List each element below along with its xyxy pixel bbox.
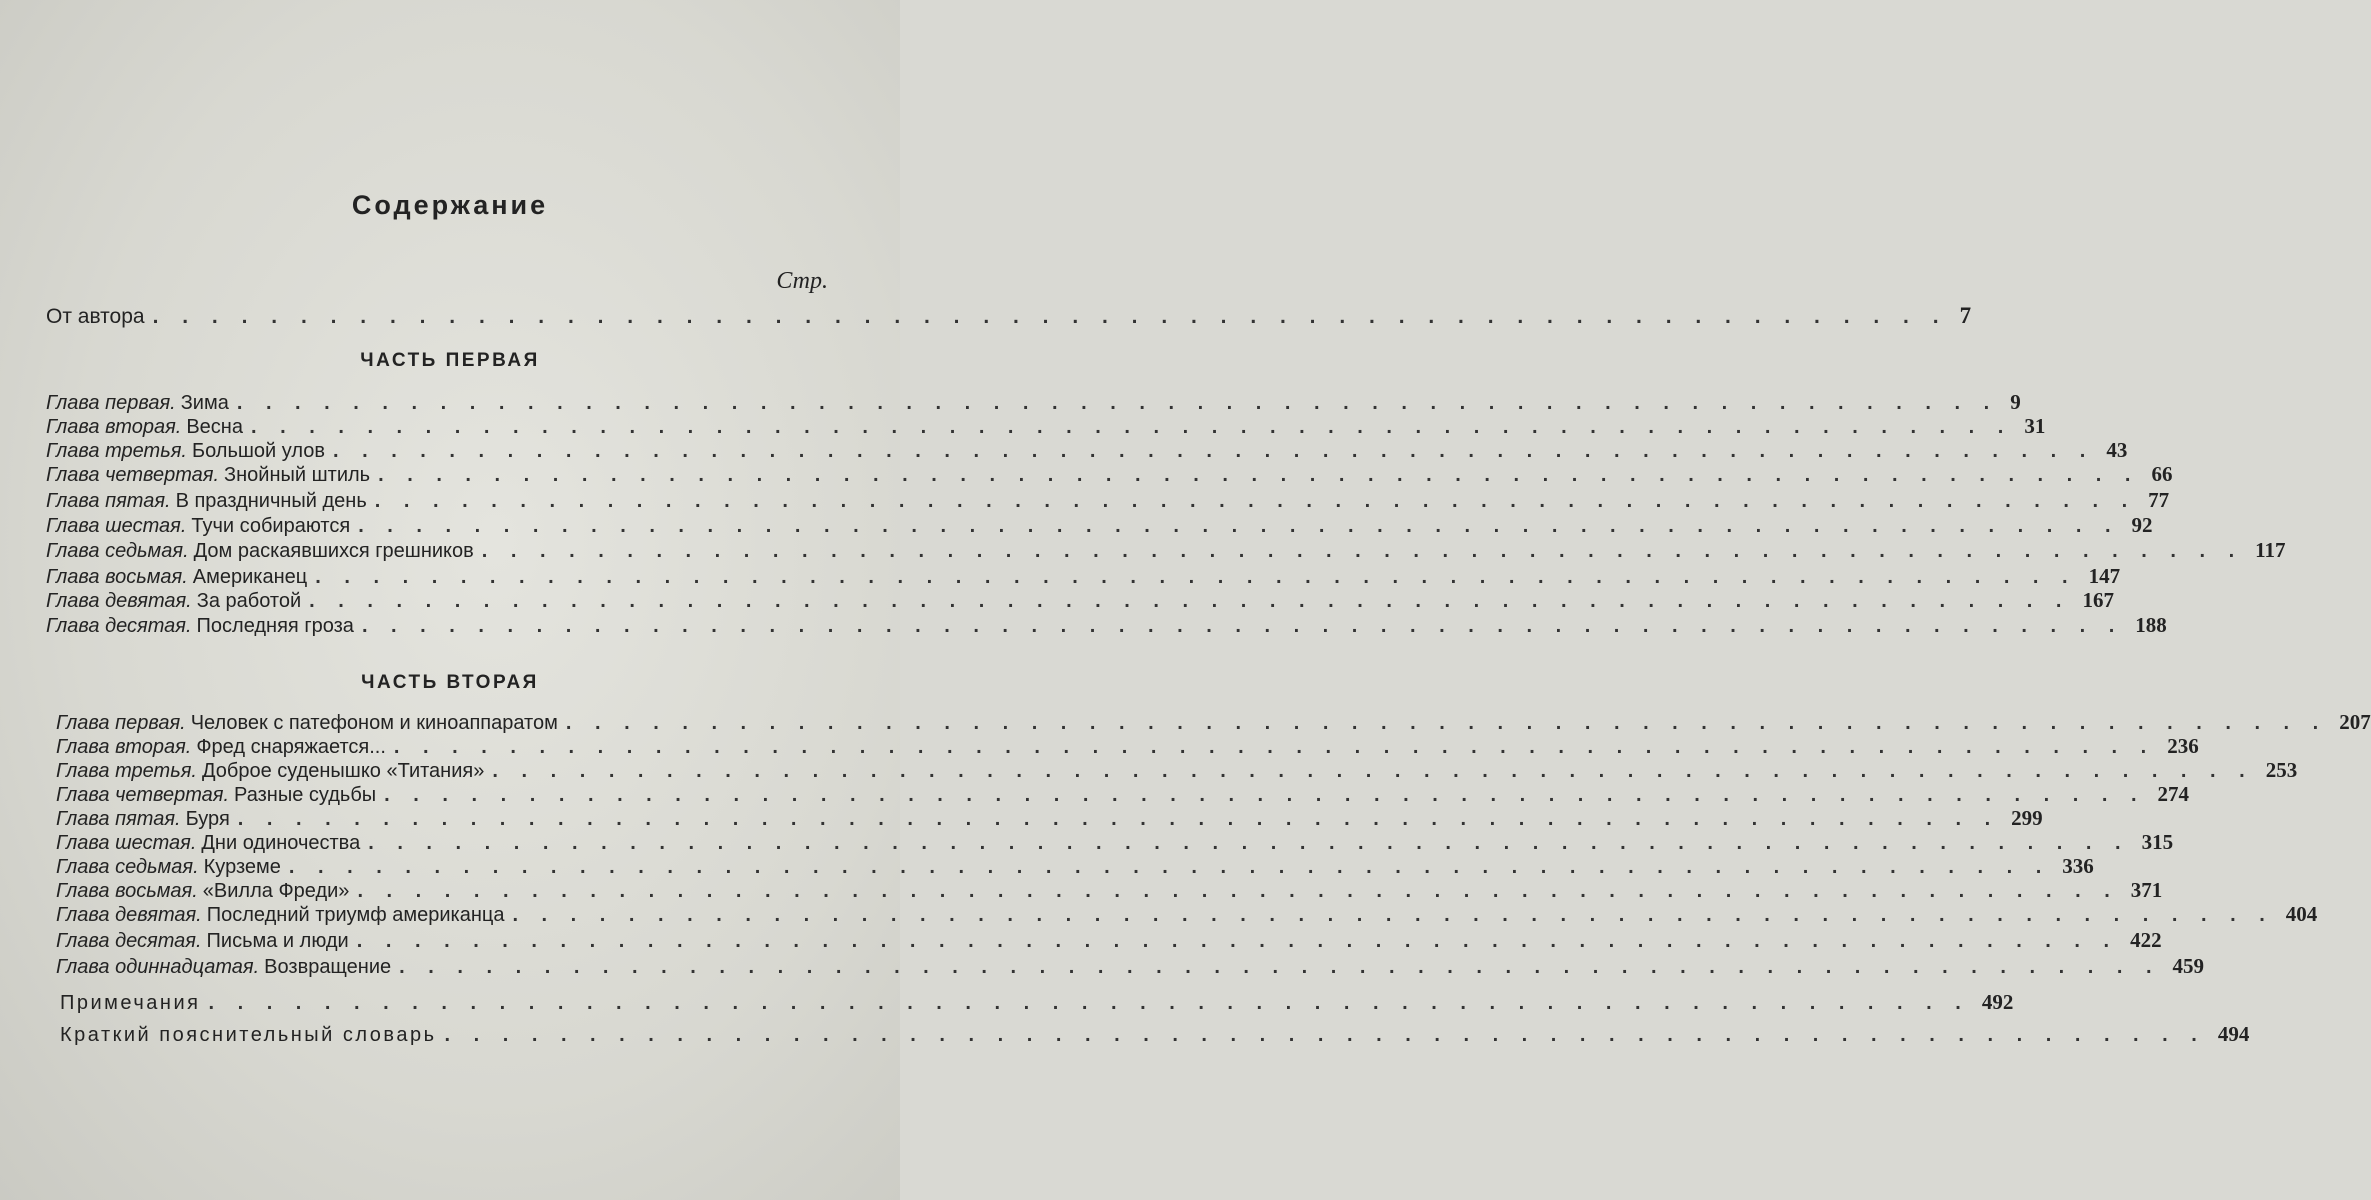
chapter-page: 31 — [2024, 414, 2046, 438]
dot-leader: . . . . . . . . . . . . . . . . . . . . . . . . . . . . . . . . . . . . . . . . . . . . . . . . . . . . . . . . . . . . . — [492, 760, 2254, 782]
dot-leader: . . . . . . . . . . . . . . . . . . . . . . . . . . . . . . . . . . . . . . . . . . . . . . . . . . . . . . . . . . . . . — [358, 515, 2120, 537]
glossary-page: 494 — [2217, 1022, 2250, 1046]
page-column-label: Стр. — [776, 268, 828, 294]
chapter-page: 167 — [2082, 588, 2114, 612]
toc-entry-part2-ch11[interactable] — [56, 954, 2204, 980]
dot-leader: . . . . . . . . . . . . . . . . . . . . . . . . . . . . . . . . . . . . . . . . . . . . . . . . . . . . . . . . . . . . . — [399, 956, 2161, 978]
toc-entry-part1-ch7[interactable] — [46, 538, 2286, 564]
dot-leader: . . . . . . . . . . . . . . . . . . . . . . . . . . . . . . . . . . . . . . . . . . . . . . . . . . . . . . . . . . . . . — [237, 808, 2000, 830]
chapter-title: Дни одиночества — [201, 832, 361, 854]
foreword-page: 7 — [1959, 303, 1972, 328]
chapter-label: Глава пятая. — [56, 808, 181, 830]
toc-entry-part1-ch4[interactable] — [46, 462, 2173, 488]
chapter-label: Глава первая. — [46, 392, 176, 414]
part1-title: ЧАСТЬ ПЕРВАЯ — [360, 350, 540, 371]
chapter-label: Глава десятая. — [46, 615, 192, 637]
dot-leader: . . . . . . . . . . . . . . . . . . . . . . . . . . . . . . . . . . . . . . . . . . . . . . . . . . . . . . . . . . . . . — [250, 416, 2013, 438]
dot-leader: . . . . . . . . . . . . . . . . . . . . . . . . . . . . . . . . . . . . . . . . . . . . . . . . . . . . . . . . . . . . . — [236, 392, 1999, 414]
dot-leader: . . . . . . . . . . . . . . . . . . . . . . . . . . . . . . . . . . . . . . . . . . . . . . . . . . . . . . . . . . . . . — [384, 784, 2146, 806]
chapter-title: Последняя гроза — [196, 615, 354, 637]
chapter-title: Зима — [180, 392, 229, 414]
chapter-page: 299 — [2011, 806, 2043, 830]
chapter-label: Глава одиннадцатая. — [56, 956, 260, 978]
toc-entry-part1-ch3[interactable] — [46, 438, 2128, 464]
toc-entry-part1-ch10[interactable] — [46, 613, 2167, 639]
chapter-page: 315 — [2141, 830, 2174, 854]
chapter-label: Глава седьмая. — [46, 540, 189, 562]
chapter-page: 371 — [2130, 878, 2163, 902]
contents-heading: Содержание — [351, 190, 549, 220]
toc-entry-part1-ch1[interactable] — [46, 390, 2021, 416]
dot-leader: . . . . . . . . . . . . . . . . . . . . . . . . . . . . . . . . . . . . . . . . . . . . . . . . . . . . . . . . . . . . . — [374, 490, 2137, 512]
foreword-entry[interactable] — [46, 303, 1972, 329]
chapter-page: 336 — [2062, 854, 2094, 878]
chapter-page: 9 — [2010, 390, 2021, 414]
chapter-label: Глава восьмая. — [46, 566, 188, 588]
toc-entry-part1-ch6[interactable] — [46, 513, 2153, 539]
chapter-title: Возвращение — [264, 956, 392, 978]
chapter-label: Глава третья. — [56, 760, 197, 782]
notes-title: Примечания — [60, 992, 201, 1014]
toc-entry-part2-ch5[interactable] — [56, 806, 2043, 832]
toc-entry-part2-ch9[interactable] — [56, 902, 2318, 928]
chapter-title: Американец — [192, 566, 308, 588]
toc-entry-part2-ch6[interactable] — [56, 830, 2174, 856]
chapter-page: 404 — [2285, 902, 2318, 926]
dot-leader: . . . . . . . . . . . . . . . . . . . . . . . . . . . . . . . . . . . . . . . . . . . . . . . . . . . . . . . . . . . . . — [208, 992, 1970, 1014]
toc-entry-part2-ch10[interactable] — [56, 928, 2162, 954]
chapter-title: Доброе суденышко «Титания» — [201, 760, 485, 782]
chapter-label: Глава девятая. — [46, 590, 192, 612]
chapter-label: Глава девятая. — [56, 904, 202, 926]
chapter-page: 66 — [2151, 462, 2173, 486]
dot-leader: . . . . . . . . . . . . . . . . . . . . . . . . . . . . . . . . . . . . . . . . . . . . . . . . . . . . . . . . . . . . . — [361, 615, 2124, 637]
chapter-label: Глава вторая. — [56, 736, 192, 758]
dot-leader: . . . . . . . . . . . . . . . . . . . . . . . . . . . . . . . . . . . . . . . . . . . . . . . . . . . . . . . . . . . . . — [288, 856, 2051, 878]
toc-entry-part2-ch1[interactable] — [56, 710, 2371, 736]
chapter-title: В праздничный день — [175, 490, 367, 512]
dot-leader: . . . . . . . . . . . . . . . . . . . . . . . . . . . . . . . . . . . . . . . . . . . . . . . . . . . . . . . . . . . . . — [378, 464, 2140, 486]
chapter-label: Глава шестая. — [56, 832, 197, 854]
chapter-title: Человек с патефоном и киноаппаратом — [190, 712, 558, 734]
dot-leader: . . . . . . . . . . . . . . . . . . . . . . . . . . . . . . . . . . . . . . . . . . . . . . . . . . . . . . . . . . . . . — [152, 305, 1948, 328]
chapter-label: Глава седьмая. — [56, 856, 199, 878]
chapter-page: 43 — [2106, 438, 2128, 462]
chapter-title: Большой улов — [191, 440, 325, 462]
chapter-label: Глава первая. — [56, 712, 186, 734]
chapter-label: Глава четвертая. — [46, 464, 220, 486]
chapter-title: Курземе — [203, 856, 281, 878]
dot-leader: . . . . . . . . . . . . . . . . . . . . . . . . . . . . . . . . . . . . . . . . . . . . . . . . . . . . . . . . . . . . . — [512, 904, 2274, 926]
toc-entry-glossary[interactable] — [60, 1022, 2250, 1048]
chapter-label: Глава десятая. — [56, 930, 202, 952]
dot-leader: . . . . . . . . . . . . . . . . . . . . . . . . . . . . . . . . . . . . . . . . . . . . . . . . . . . . . . . . . . . . . — [356, 930, 2119, 952]
chapter-label: Глава восьмая. — [56, 880, 198, 902]
toc-entry-part1-ch5[interactable] — [46, 488, 2170, 514]
dot-leader: . . . . . . . . . . . . . . . . . . . . . . . . . . . . . . . . . . . . . . . . . . . . . . . . . . . . . . . . . . . . . — [393, 736, 2156, 758]
chapter-title: Разные судьбы — [234, 784, 377, 806]
chapter-title: «Вилла Фреди» — [202, 880, 350, 902]
chapter-label: Глава вторая. — [46, 416, 182, 438]
chapter-title: Письма и люди — [206, 930, 349, 952]
chapter-title: За работой — [196, 590, 302, 612]
notes-page: 492 — [1981, 990, 2014, 1014]
chapter-label: Глава пятая. — [46, 490, 171, 512]
chapter-page: 117 — [2255, 538, 2286, 562]
chapter-title: Дом раскаявшихся грешников — [193, 540, 474, 562]
dot-leader: . . . . . . . . . . . . . . . . . . . . . . . . . . . . . . . . . . . . . . . . . . . . . . . . . . . . . . . . . . . . . — [309, 590, 2071, 612]
toc-entry-part2-ch2[interactable] — [56, 734, 2199, 760]
chapter-label: Глава четвертая. — [56, 784, 230, 806]
dot-leader: . . . . . . . . . . . . . . . . . . . . . . . . . . . . . . . . . . . . . . . . . . . . . . . . . . . . . . . . . . . . . — [368, 832, 2130, 854]
toc-entry-notes[interactable] — [60, 990, 2014, 1016]
dot-leader: . . . . . . . . . . . . . . . . . . . . . . . . . . . . . . . . . . . . . . . . . . . . . . . . . . . . . . . . . . . . . — [481, 540, 2244, 562]
chapter-title: Последний триумф американца — [206, 904, 505, 926]
chapter-title: Тучи собираются — [191, 515, 351, 537]
chapter-page: 459 — [2172, 954, 2204, 978]
chapter-page: 207 — [2339, 710, 2371, 734]
toc-entry-part1-ch8[interactable] — [46, 564, 2121, 590]
toc-entry-part2-ch8[interactable] — [56, 878, 2163, 904]
chapter-page: 236 — [2167, 734, 2199, 758]
toc-entry-part2-ch7[interactable] — [56, 854, 2094, 880]
chapter-title: Знойный штиль — [224, 464, 371, 486]
dot-leader: . . . . . . . . . . . . . . . . . . . . . . . . . . . . . . . . . . . . . . . . . . . . . . . . . . . . . . . . . . . . . — [332, 440, 2095, 462]
chapter-label: Глава шестая. — [46, 515, 187, 537]
toc-entry-part2-ch4[interactable] — [56, 782, 2190, 808]
chapter-page: 188 — [2135, 613, 2167, 637]
dot-leader: . . . . . . . . . . . . . . . . . . . . . . . . . . . . . . . . . . . . . . . . . . . . . . . . . . . . . . . . . . . . . — [565, 712, 2328, 734]
part2-title: ЧАСТЬ ВТОРАЯ — [361, 672, 539, 693]
toc-entry-part1-ch2[interactable] — [46, 414, 2046, 440]
chapter-page: 92 — [2131, 513, 2153, 537]
chapter-page: 77 — [2148, 488, 2170, 512]
chapter-page: 147 — [2088, 564, 2121, 588]
chapter-page: 422 — [2130, 928, 2162, 952]
glossary-title: Краткий пояснительный словарь — [60, 1024, 437, 1046]
dot-leader: . . . . . . . . . . . . . . . . . . . . . . . . . . . . . . . . . . . . . . . . . . . . . . . . . . . . . . . . . . . . . — [357, 880, 2119, 902]
chapter-page: 253 — [2265, 758, 2298, 782]
toc-entry-part2-ch3[interactable] — [56, 758, 2298, 784]
chapter-title: Весна — [186, 416, 243, 438]
chapter-title: Фред снаряжается... — [196, 736, 386, 758]
chapter-label: Глава третья. — [46, 440, 187, 462]
foreword-title: От автора — [46, 305, 145, 328]
chapter-page: 274 — [2157, 782, 2190, 806]
dot-leader: . . . . . . . . . . . . . . . . . . . . . . . . . . . . . . . . . . . . . . . . . . . . . . . . . . . . . . . . . . . . . — [315, 566, 2077, 588]
dot-leader: . . . . . . . . . . . . . . . . . . . . . . . . . . . . . . . . . . . . . . . . . . . . . . . . . . . . . . . . . . . . . — [444, 1024, 2206, 1046]
chapter-title: Буря — [185, 808, 230, 830]
toc-entry-part1-ch9[interactable] — [46, 588, 2114, 614]
